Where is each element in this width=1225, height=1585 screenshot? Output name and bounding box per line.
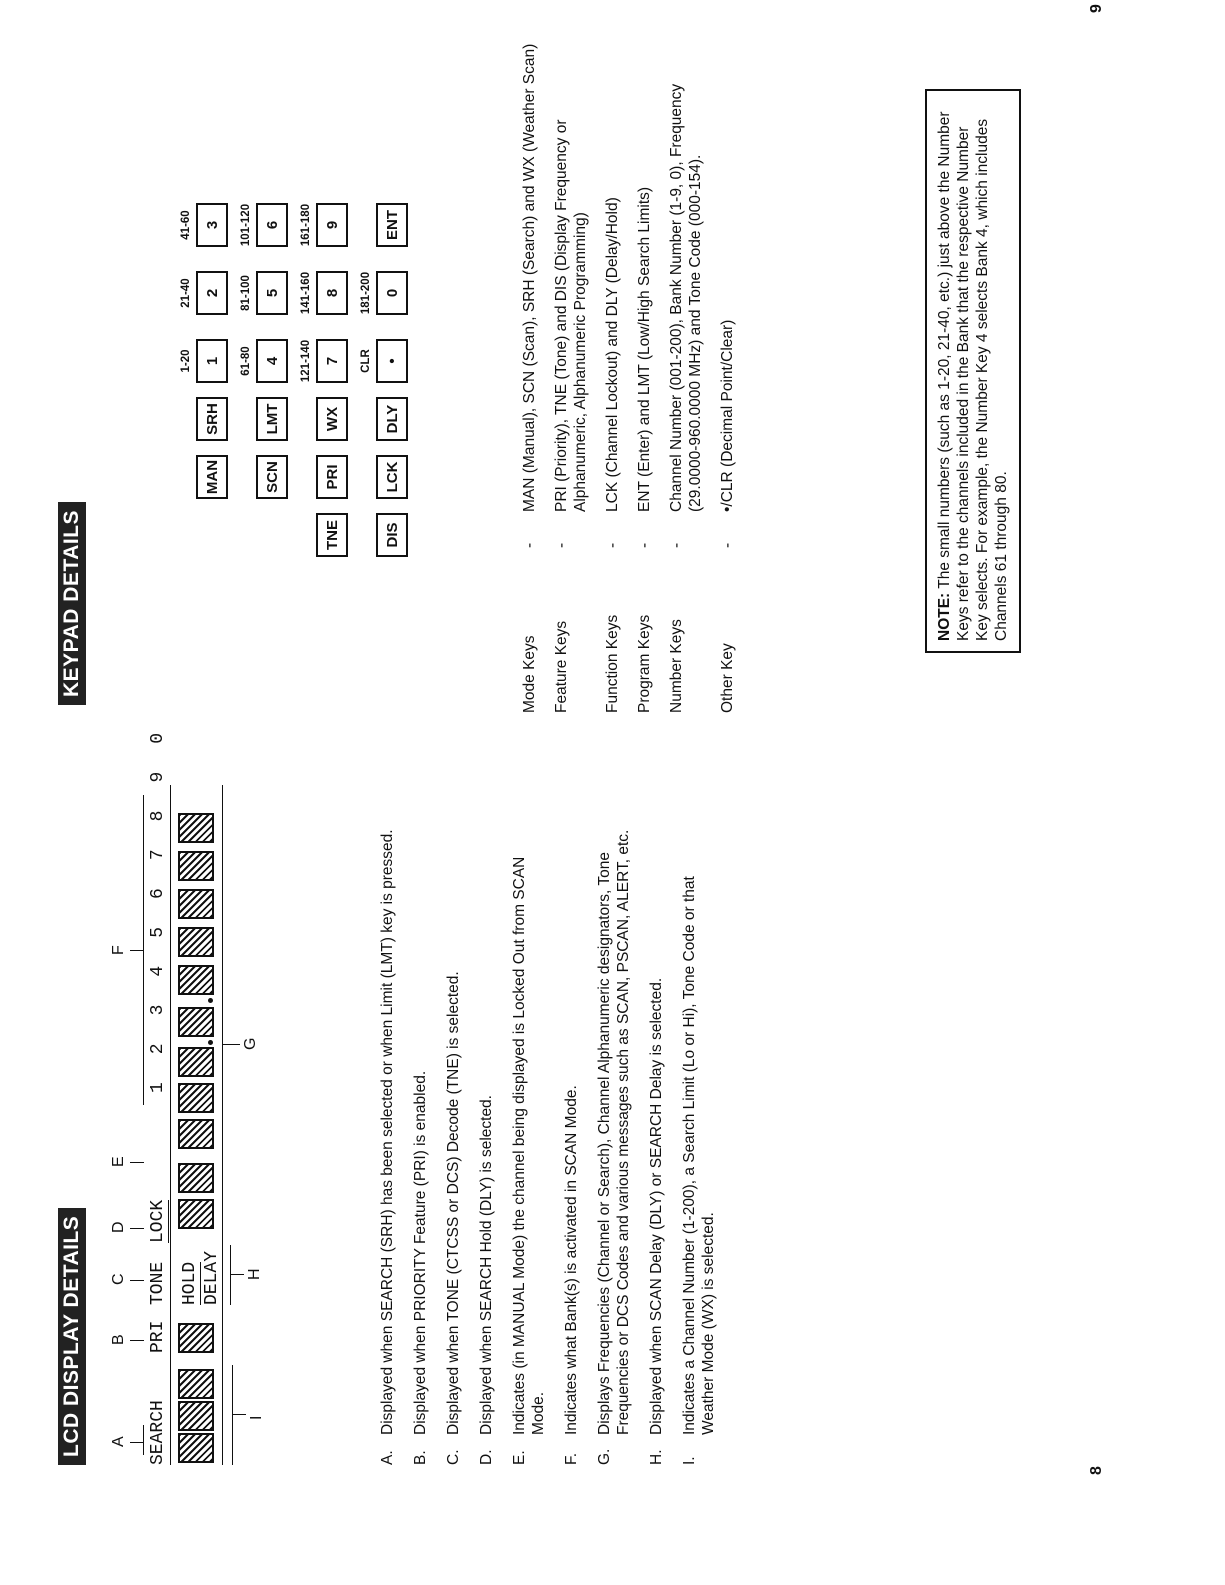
seg-digit	[178, 1433, 214, 1463]
lcd-pri-label: PRI	[148, 1320, 168, 1353]
list-item: G. Displays Frequencies (Channel or Search), Channel Alphanumeric designators, Tone Frequencies or DCS Codes and various messages such as SCAN, PSCAN, ALERT, etc.	[596, 829, 632, 1465]
leader-e	[130, 1162, 144, 1163]
bank-digit: 7	[148, 849, 168, 861]
ent-key[interactable]: ENT	[376, 203, 408, 247]
bank-label-5: 81-100	[240, 275, 252, 311]
note-label: NOTE:	[936, 592, 953, 641]
bank-digit: 1	[148, 1082, 168, 1093]
keypad-diagram	[70, 53, 430, 613]
number-key-4[interactable]: 4	[256, 339, 288, 383]
seg-digit	[178, 1163, 214, 1193]
key-group-list	[520, 33, 750, 713]
note-text: The small numbers (such as 1-20, 21-40, etc.) just above the Number Keys refer to the channels included in the Bank that the respective Number Key selects. For example, the Number Key 4 selects Bank 4, which includes Channels 61 through 80.	[936, 111, 1010, 641]
clr-label: CLR	[360, 349, 372, 373]
number-key-2[interactable]: 2	[196, 271, 228, 315]
decimal-clear-key[interactable]: •	[376, 339, 408, 383]
lcd-tone-label: TONE	[148, 1261, 168, 1305]
callout-c: C	[110, 1273, 127, 1285]
callout-a: A	[110, 1436, 127, 1447]
leader-c	[130, 1280, 144, 1281]
leader-d	[130, 1228, 144, 1229]
seg-digit	[178, 889, 214, 919]
decimal-dot	[208, 998, 213, 1003]
leader-a	[130, 1442, 144, 1443]
list-item: C. Displayed when TONE (CTCSS or DCS) Decode (TNE) is selected.	[445, 971, 462, 1465]
callout-g: G	[242, 1037, 259, 1050]
callout-b: B	[110, 1334, 127, 1345]
list-item: Other Key - •/CLR (Decimal Point/Clear)	[719, 319, 736, 713]
bank-label-2: 21-40	[180, 278, 192, 308]
wx-key[interactable]: WX	[316, 397, 348, 441]
scn-key[interactable]: SCN	[256, 455, 288, 499]
list-item: Function Keys - LCK (Channel Lockout) and DLY (Delay/Hold)	[604, 197, 621, 713]
page-number-left: 8	[1088, 1466, 1105, 1475]
seg-digit	[178, 927, 214, 957]
number-key-0[interactable]: 0	[376, 271, 408, 315]
bank-label-6: 101-120	[240, 203, 252, 247]
number-key-8[interactable]: 8	[316, 271, 348, 315]
leader-f-bar	[143, 795, 144, 1105]
bank-label-8: 141-160	[300, 271, 312, 315]
dis-key[interactable]: DIS	[376, 513, 408, 557]
leader-i-bar	[232, 1365, 233, 1465]
note-box	[925, 89, 1021, 653]
list-item: Program Keys - ENT (Enter) and LMT (Low/High Search Limits)	[636, 186, 653, 713]
number-key-6[interactable]: 6	[256, 203, 288, 247]
number-key-9[interactable]: 9	[316, 203, 348, 247]
tne-key[interactable]: TNE	[316, 513, 348, 557]
seg-digit	[178, 965, 214, 995]
keypad-section-title: KEYPAD DETAILS	[58, 502, 86, 705]
lcd-search-label: SEARCH	[148, 1400, 168, 1465]
seg-digit	[178, 1047, 214, 1077]
callout-h: H	[246, 1268, 263, 1280]
bank-label-3: 41-60	[180, 210, 192, 240]
lcd-lock-label: LOCK	[148, 1199, 168, 1243]
list-item: I. Indicates a Channel Number (1-200), a Search Limit (Lo or Hi), Tone Code or that Weather Mode (WX) is selected.	[681, 876, 717, 1465]
bank-label-4: 61-80	[240, 346, 252, 376]
dly-key[interactable]: DLY	[376, 397, 408, 441]
seg-digit	[178, 1007, 214, 1037]
seg-digit	[178, 813, 214, 843]
leader-f	[130, 950, 144, 951]
bank-digit: 9	[148, 771, 168, 783]
bank-digit: 5	[148, 926, 168, 938]
bank-label-0: 181-200	[360, 271, 372, 315]
number-key-3[interactable]: 3	[196, 203, 228, 247]
keypad-page	[0, 1, 1225, 793]
bank-label-9: 161-180	[300, 203, 312, 247]
leader-i	[232, 1414, 246, 1415]
srh-key[interactable]: SRH	[196, 397, 228, 441]
lcd-top-rule	[170, 785, 171, 1465]
lck-key[interactable]: LCK	[376, 455, 408, 499]
list-item: Feature Keys - PRI (Priority), TNE (Tone) and DIS (Display Frequency or Alphanumeric, Alphanumeric Programming)	[553, 119, 589, 713]
leader-a-bar	[143, 1425, 144, 1455]
leader-b	[130, 1340, 144, 1341]
bank-digit: 6	[148, 888, 168, 899]
bank-label-7: 121-140	[300, 339, 312, 383]
list-item: F. Indicates what Bank(s) is activated in SCAN Mode.	[563, 1085, 580, 1465]
list-item: A. Displayed when SEARCH (SRH) has been selected or when Limit (LMT) key is pressed.	[379, 829, 396, 1465]
seg-digit	[178, 1083, 214, 1113]
lcd-delay-label: DELAY	[202, 1250, 222, 1305]
seg-digit	[178, 851, 214, 881]
leader-h	[230, 1274, 244, 1275]
bank-label-1: 1-20	[180, 349, 192, 373]
lcd-page	[0, 732, 1225, 1585]
bank-digit: 3	[148, 1004, 168, 1016]
lcd-section-title: LCD DISPLAY DETAILS	[58, 1208, 86, 1465]
lcd-bottom-rule	[222, 785, 223, 1465]
bank-digit: 0	[148, 732, 168, 744]
callout-d: D	[110, 1221, 127, 1233]
number-key-1[interactable]: 1	[196, 339, 228, 383]
page-number-right: 9	[1088, 4, 1105, 13]
list-item: E. Indicates (in MANUAL Mode) the channel being displayed is Locked Out from SCAN Mode.	[511, 856, 547, 1465]
list-item: B. Displayed when PRIORITY Feature (PRI) is enabled.	[412, 1070, 429, 1465]
lcd-legend-list	[378, 825, 732, 1465]
lcd-diagram	[110, 732, 360, 1465]
bank-digit: 8	[148, 810, 168, 822]
list-item: Number Keys - Channel Number (001-200), Bank Number (1-9, 0), Frequency (29.0000-960.0000 MHz) and Tone Code (000-154).	[668, 83, 704, 713]
seg-digit	[178, 1323, 214, 1353]
lcd-hold-label: HOLD	[180, 1261, 200, 1305]
list-item: D. Displayed when SEARCH Hold (DLY) is selected.	[478, 1095, 495, 1465]
seg-digit	[178, 1119, 214, 1149]
lmt-key[interactable]: LMT	[256, 397, 288, 441]
seg-digit	[178, 1199, 214, 1229]
seg-digit	[178, 1401, 214, 1431]
list-item: Mode Keys - MAN (Manual), SCN (Scan), SRH (Search) and WX (Weather Scan)	[521, 43, 538, 713]
callout-i: I	[248, 1415, 265, 1420]
bank-digit: 4	[148, 965, 168, 977]
pri-key[interactable]: PRI	[316, 455, 348, 499]
leader-h-bar	[230, 1245, 231, 1305]
seg-digit	[178, 1369, 214, 1399]
bank-digit: 2	[148, 1043, 168, 1055]
leader-g	[222, 1044, 240, 1045]
man-key[interactable]: MAN	[196, 455, 228, 499]
number-key-7[interactable]: 7	[316, 339, 348, 383]
decimal-dot	[208, 1040, 213, 1045]
list-item: H. Displayed when SCAN Delay (DLY) or SEARCH Delay is selected.	[648, 977, 665, 1465]
callout-e: E	[110, 1156, 127, 1167]
callout-f: F	[110, 945, 127, 955]
number-key-5[interactable]: 5	[256, 271, 288, 315]
